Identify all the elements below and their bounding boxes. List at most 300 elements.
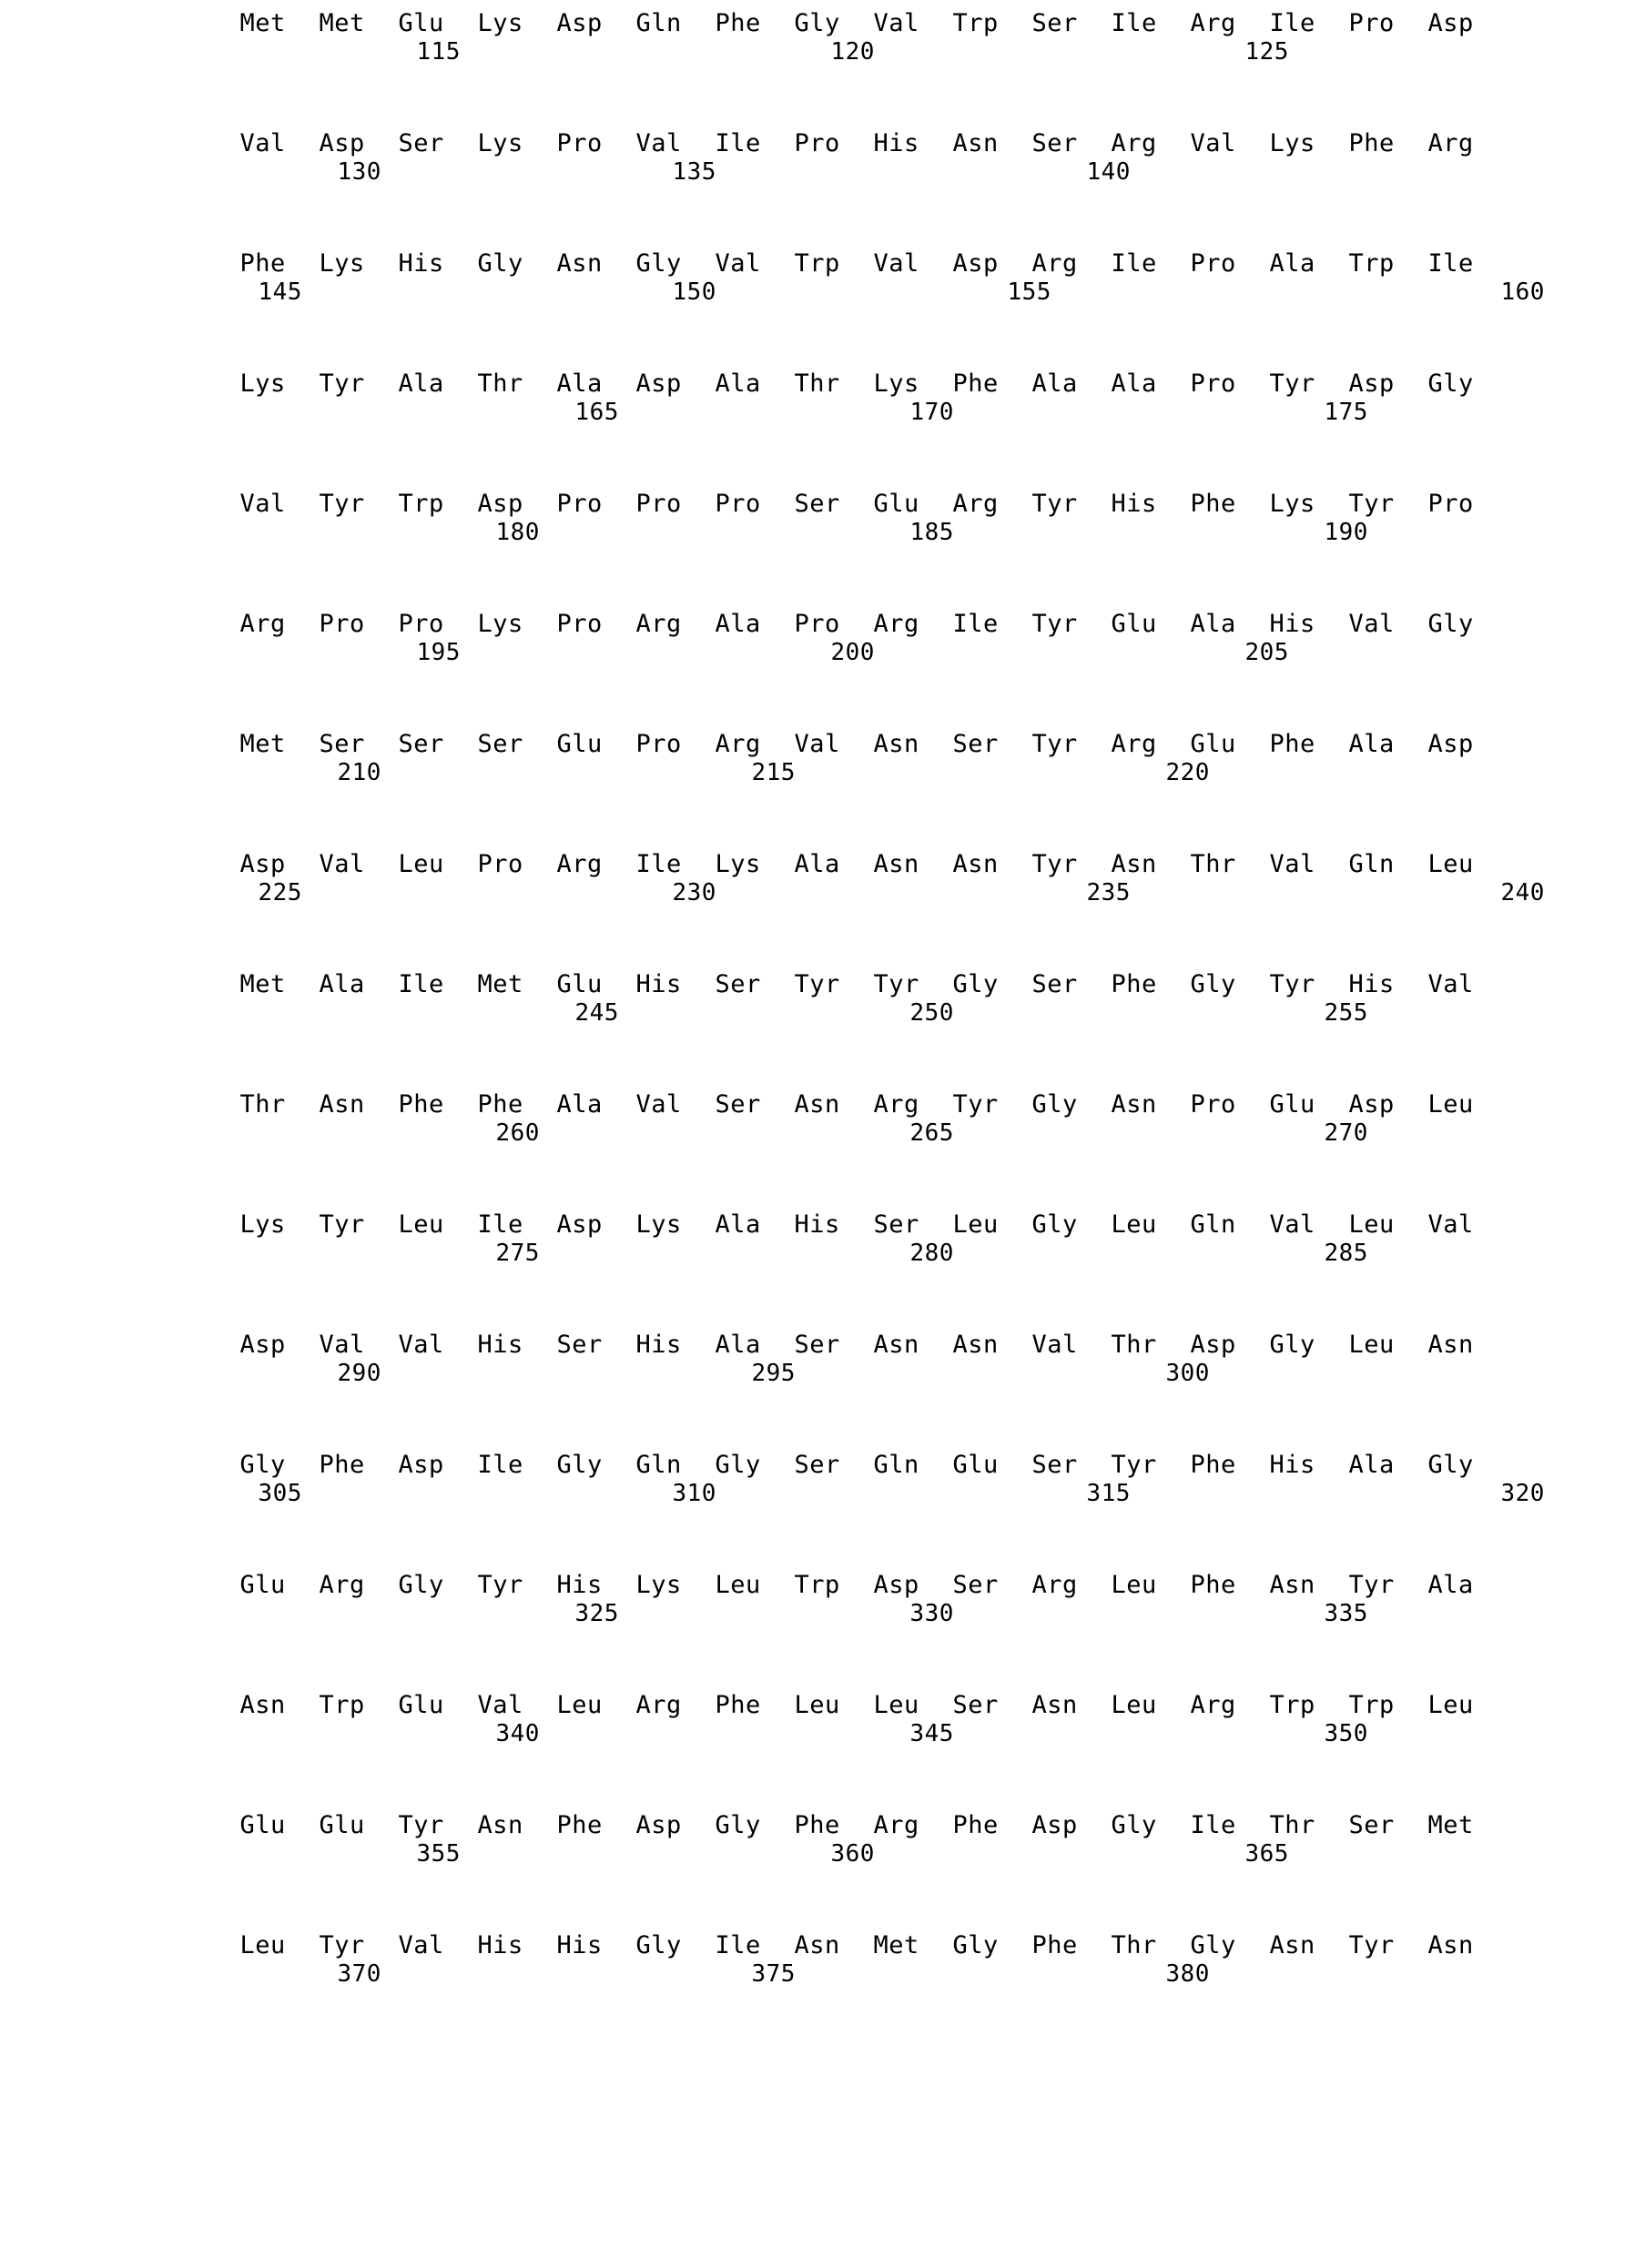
residue-cell: Asp: [1348, 1090, 1395, 1119]
residue-cell: Val: [794, 730, 840, 758]
residue-cell: Asn: [319, 1090, 365, 1119]
residue-row: [240, 730, 1488, 759]
residue-cell: Phe: [1031, 1931, 1078, 1959]
residue-number: 210: [337, 759, 381, 786]
residue-number: 140: [1086, 158, 1131, 186]
residue-number-row: [240, 1119, 1488, 1147]
residue-cell: Ser: [952, 1571, 999, 1599]
sequence-line: [240, 129, 1488, 186]
residue-cell: Ile: [1111, 249, 1157, 278]
residue-cell: Arg: [873, 610, 919, 638]
residue-cell: Leu: [952, 1210, 999, 1239]
residue-row: [240, 9, 1488, 38]
sequence-line: [240, 1691, 1488, 1747]
residue-cell: Lys: [477, 129, 523, 157]
residue-number: 375: [751, 1960, 796, 1988]
residue-cell: Gln: [635, 1451, 682, 1479]
residue-number-row: [240, 399, 1488, 426]
residue-number: 325: [574, 1600, 619, 1627]
residue-cell: Val: [398, 1931, 444, 1959]
residue-number: 230: [672, 879, 716, 906]
residue-cell: Leu: [1427, 1691, 1474, 1719]
residue-row: [240, 1331, 1488, 1360]
residue-cell: Arg: [1427, 129, 1474, 157]
residue-cell: Met: [319, 9, 365, 37]
residue-cell: Leu: [1111, 1571, 1157, 1599]
residue-cell: Ser: [1031, 970, 1078, 998]
residue-cell: Glu: [556, 730, 603, 758]
residue-number-row: [240, 1960, 1488, 1988]
residue-cell: Asn: [952, 1331, 999, 1359]
residue-cell: Tyr: [319, 1210, 365, 1239]
residue-number: 195: [416, 639, 461, 666]
residue-cell: Glu: [398, 9, 444, 37]
residue-number: 315: [1086, 1480, 1131, 1507]
residue-cell: His: [1111, 490, 1157, 518]
residue-cell: Ser: [952, 1691, 999, 1719]
residue-number: 250: [909, 999, 954, 1027]
residue-cell: Phe: [477, 1090, 523, 1119]
residue-cell: Pro: [398, 610, 444, 638]
residue-cell: Ser: [794, 1451, 840, 1479]
residue-cell: Ser: [477, 730, 523, 758]
residue-number: 290: [337, 1360, 381, 1387]
residue-cell: Tyr: [794, 970, 840, 998]
residue-cell: Ile: [1190, 1811, 1236, 1839]
residue-cell: Ile: [477, 1210, 523, 1239]
residue-cell: Ala: [398, 370, 444, 398]
residue-cell: Phe: [1269, 730, 1315, 758]
sequence-line: [240, 370, 1488, 426]
residue-cell: His: [477, 1931, 523, 1959]
residue-cell: Arg: [1111, 730, 1157, 758]
residue-cell: Tyr: [319, 490, 365, 518]
residue-cell: Met: [239, 730, 286, 758]
residue-cell: Arg: [1031, 249, 1078, 278]
residue-cell: Val: [398, 1331, 444, 1359]
residue-cell: Asp: [398, 1451, 444, 1479]
residue-cell: Gly: [1190, 1931, 1236, 1959]
sequence-line: [239, 249, 1545, 306]
residue-cell: Val: [1348, 610, 1395, 638]
residue-cell: Gly: [1111, 1811, 1157, 1839]
residue-cell: Gly: [952, 970, 999, 998]
residue-cell: Pro: [477, 850, 523, 878]
residue-cell: Asn: [1031, 1691, 1078, 1719]
residue-cell: Ile: [398, 970, 444, 998]
residue-cell: Val: [1190, 129, 1236, 157]
residue-cell: Val: [635, 129, 682, 157]
residue-cell: Leu: [1111, 1691, 1157, 1719]
residue-number: 245: [574, 999, 619, 1027]
residue-cell: Asn: [1427, 1331, 1474, 1359]
residue-row: [240, 1571, 1488, 1600]
residue-cell: Thr: [1111, 1331, 1157, 1359]
residue-row: [240, 1090, 1488, 1119]
residue-cell: Pro: [635, 490, 682, 518]
residue-number: 265: [909, 1119, 954, 1147]
residue-cell: Pro: [1190, 249, 1236, 278]
residue-cell: Arg: [1190, 9, 1236, 37]
residue-number: 155: [1007, 278, 1051, 306]
residue-row: [240, 129, 1488, 158]
residue-cell: Pro: [1190, 370, 1236, 398]
residue-number: 205: [1244, 639, 1289, 666]
residue-cell: Ser: [556, 1331, 603, 1359]
residue-cell: Tyr: [398, 1811, 444, 1839]
residue-number-row: [240, 38, 1488, 66]
residue-cell: Phe: [715, 1691, 761, 1719]
residue-number: 215: [751, 759, 796, 786]
sequence-line: [240, 1090, 1488, 1147]
residue-number: 340: [495, 1720, 540, 1747]
residue-cell: Asp: [1190, 1331, 1236, 1359]
residue-cell: Pro: [794, 129, 840, 157]
residue-number: 345: [909, 1720, 954, 1747]
residue-number: 190: [1324, 519, 1368, 546]
residue-cell: Val: [319, 850, 365, 878]
residue-cell: Leu: [715, 1571, 761, 1599]
residue-number-row: [240, 519, 1488, 546]
residue-cell: Tyr: [319, 1931, 365, 1959]
residue-cell: Leu: [1427, 850, 1474, 878]
residue-cell: Asn: [1269, 1931, 1315, 1959]
residue-cell: Gly: [635, 1931, 682, 1959]
residue-cell: Arg: [1190, 1691, 1236, 1719]
residue-cell: Arg: [873, 1090, 919, 1119]
residue-cell: Pro: [556, 490, 603, 518]
residue-cell: Leu: [1427, 1090, 1474, 1119]
residue-cell: Lys: [635, 1571, 682, 1599]
residue-cell: Gln: [635, 9, 682, 37]
residue-cell: Trp: [1269, 1691, 1315, 1719]
residue-number: 255: [1324, 999, 1368, 1027]
residue-cell: Tyr: [1031, 490, 1078, 518]
residue-number: 120: [830, 38, 875, 66]
residue-cell: Gly: [1427, 610, 1474, 638]
residue-number: 335: [1324, 1600, 1368, 1627]
residue-cell: Asn: [1427, 1931, 1474, 1959]
residue-cell: Glu: [239, 1571, 286, 1599]
residue-number: 180: [495, 519, 540, 546]
residue-cell: Phe: [715, 9, 761, 37]
residue-number: 365: [1244, 1840, 1289, 1868]
residue-cell: Glu: [398, 1691, 444, 1719]
sequence-line: [240, 1931, 1488, 1988]
residue-cell: Leu: [556, 1691, 603, 1719]
residue-cell: Asn: [1111, 850, 1157, 878]
residue-cell: Pro: [1190, 1090, 1236, 1119]
residue-cell: Ile: [477, 1451, 523, 1479]
sequence-line: [240, 1210, 1488, 1267]
residue-cell: Thr: [239, 1090, 286, 1119]
residue-cell: Ile: [1269, 9, 1315, 37]
residue-number: 125: [1244, 38, 1289, 66]
residue-cell: Ala: [319, 970, 365, 998]
residue-cell: Gly: [794, 9, 840, 37]
residue-cell: Asn: [873, 730, 919, 758]
sequence-line: [240, 9, 1488, 66]
sequence-line: [240, 1331, 1488, 1387]
residue-number: 225: [258, 879, 302, 906]
residue-cell: Phe: [1111, 970, 1157, 998]
residue-cell: Tyr: [1348, 1931, 1395, 1959]
sequence-line: [240, 1811, 1488, 1868]
residue-cell: Asp: [319, 129, 365, 157]
residue-number: 185: [909, 519, 954, 546]
residue-cell: Glu: [1269, 1090, 1315, 1119]
residue-cell: Met: [1427, 1811, 1474, 1839]
residue-cell: Asp: [1427, 9, 1474, 37]
residue-cell: Pro: [1427, 490, 1474, 518]
residue-cell: Ser: [952, 730, 999, 758]
residue-cell: Asn: [794, 1090, 840, 1119]
residue-number: 220: [1165, 759, 1210, 786]
sequence-line: [240, 1571, 1488, 1627]
residue-cell: Lys: [477, 9, 523, 37]
residue-cell: Glu: [319, 1811, 365, 1839]
residue-row: [240, 1691, 1488, 1720]
residue-number: 115: [416, 38, 461, 66]
residue-cell: Trp: [794, 249, 840, 278]
residue-cell: Ala: [556, 1090, 603, 1119]
residue-cell: Asn: [239, 1691, 286, 1719]
residue-cell: His: [1269, 1451, 1315, 1479]
residue-cell: Arg: [239, 610, 286, 638]
residue-number: 370: [337, 1960, 381, 1988]
residue-cell: Phe: [1190, 1571, 1236, 1599]
residue-cell: Gly: [1427, 370, 1474, 398]
residue-cell: Ile: [715, 1931, 761, 1959]
residue-cell: Thr: [1190, 850, 1236, 878]
residue-number-row: [240, 1240, 1488, 1267]
residue-cell: Asp: [1031, 1811, 1078, 1839]
residue-cell: Ser: [319, 730, 365, 758]
residue-cell: Gly: [239, 1451, 286, 1479]
residue-cell: Leu: [1348, 1331, 1395, 1359]
residue-cell: Leu: [1111, 1210, 1157, 1239]
residue-cell: Phe: [952, 370, 999, 398]
residue-number: 175: [1324, 399, 1368, 426]
sequence-line: [240, 970, 1488, 1027]
residue-cell: Asn: [1111, 1090, 1157, 1119]
residue-cell: Val: [1269, 850, 1315, 878]
residue-cell: Val: [1031, 1331, 1078, 1359]
residue-cell: Trp: [1348, 249, 1395, 278]
residue-cell: Lys: [1269, 490, 1315, 518]
residue-cell: Tyr: [1031, 610, 1078, 638]
residue-cell: Ala: [715, 610, 761, 638]
residue-cell: Asn: [873, 1331, 919, 1359]
residue-cell: Ala: [715, 370, 761, 398]
residue-cell: Val: [1427, 1210, 1474, 1239]
residue-cell: Glu: [1111, 610, 1157, 638]
residue-cell: Gly: [635, 249, 682, 278]
residue-cell: Phe: [1348, 129, 1395, 157]
residue-cell: Ser: [1348, 1811, 1395, 1839]
residue-cell: Ala: [1190, 610, 1236, 638]
residue-cell: Thr: [1269, 1811, 1315, 1839]
residue-cell: His: [873, 129, 919, 157]
residue-cell: Glu: [556, 970, 603, 998]
residue-cell: Asn: [952, 129, 999, 157]
residue-cell: Tyr: [1269, 370, 1315, 398]
residue-cell: Ala: [715, 1210, 761, 1239]
residue-cell: Glu: [952, 1451, 999, 1479]
residue-cell: Ser: [715, 1090, 761, 1119]
residue-cell: Tyr: [873, 970, 919, 998]
residue-cell: Asn: [556, 249, 603, 278]
residue-number: 135: [672, 158, 716, 186]
residue-cell: Thr: [1111, 1931, 1157, 1959]
residue-cell: Met: [239, 970, 286, 998]
residue-cell: Glu: [1190, 730, 1236, 758]
residue-number: 200: [830, 639, 875, 666]
residue-cell: Arg: [556, 850, 603, 878]
residue-cell: Arg: [635, 610, 682, 638]
residue-cell: His: [635, 970, 682, 998]
residue-row: [240, 970, 1488, 999]
residue-row: [240, 370, 1488, 399]
residue-cell: Arg: [952, 490, 999, 518]
residue-cell: Ser: [398, 730, 444, 758]
residue-number-row: [240, 1720, 1488, 1747]
residue-number: 270: [1324, 1119, 1368, 1147]
residue-cell: Thr: [794, 370, 840, 398]
residue-cell: Met: [873, 1931, 919, 1959]
residue-cell: Val: [477, 1691, 523, 1719]
residue-cell: Arg: [1031, 1571, 1078, 1599]
residue-cell: Gly: [556, 1451, 603, 1479]
residue-cell: Ala: [1427, 1571, 1474, 1599]
residue-row: [240, 610, 1488, 639]
residue-cell: Ala: [1269, 249, 1315, 278]
residue-cell: His: [556, 1571, 603, 1599]
residue-number: 355: [416, 1840, 461, 1868]
residue-number: 170: [909, 399, 954, 426]
residue-number: 260: [495, 1119, 540, 1147]
residue-cell: Glu: [239, 1811, 286, 1839]
residue-cell: Leu: [873, 1691, 919, 1719]
residue-cell: Gly: [398, 1571, 444, 1599]
residue-cell: Val: [319, 1331, 365, 1359]
residue-cell: Tyr: [1348, 490, 1395, 518]
residue-row: [240, 249, 1488, 278]
residue-number: 160: [1500, 278, 1545, 306]
residue-cell: Phe: [239, 249, 286, 278]
residue-cell: Arg: [715, 730, 761, 758]
residue-number: 300: [1165, 1360, 1210, 1387]
residue-number: 280: [909, 1240, 954, 1267]
residue-number: 305: [258, 1480, 302, 1507]
residue-cell: Ile: [635, 850, 682, 878]
residue-cell: Phe: [952, 1811, 999, 1839]
residue-cell: Val: [239, 129, 286, 157]
residue-cell: Gly: [1031, 1090, 1078, 1119]
residue-cell: Asp: [952, 249, 999, 278]
residue-cell: Arg: [1111, 129, 1157, 157]
residue-cell: Phe: [1190, 490, 1236, 518]
residue-cell: Gly: [952, 1931, 999, 1959]
residue-cell: Gln: [1348, 850, 1395, 878]
residue-cell: Asp: [635, 370, 682, 398]
residue-cell: Ala: [794, 850, 840, 878]
residue-cell: Val: [239, 490, 286, 518]
residue-cell: Leu: [239, 1931, 286, 1959]
residue-cell: Phe: [398, 1090, 444, 1119]
sequence-line: [240, 610, 1488, 666]
residue-cell: Arg: [873, 1811, 919, 1839]
residue-cell: Lys: [319, 249, 365, 278]
residue-cell: Phe: [556, 1811, 603, 1839]
residue-cell: Ile: [1111, 9, 1157, 37]
residue-cell: Pro: [556, 129, 603, 157]
residue-cell: Asp: [239, 1331, 286, 1359]
residue-cell: Tyr: [1348, 1571, 1395, 1599]
residue-cell: Ile: [1427, 249, 1474, 278]
residue-cell: Ala: [1031, 370, 1078, 398]
residue-cell: Ala: [556, 370, 603, 398]
residue-cell: Ala: [1111, 370, 1157, 398]
residue-number: 240: [1500, 879, 1545, 906]
residue-cell: Ser: [794, 490, 840, 518]
residue-cell: Gly: [1031, 1210, 1078, 1239]
residue-number-row: [240, 278, 1545, 306]
residue-row: [240, 1811, 1488, 1840]
residue-cell: Leu: [794, 1691, 840, 1719]
residue-cell: Trp: [398, 490, 444, 518]
residue-number: 145: [258, 278, 302, 306]
residue-cell: Thr: [477, 370, 523, 398]
residue-cell: His: [477, 1331, 523, 1359]
residue-cell: Gly: [1190, 970, 1236, 998]
residue-cell: Asp: [635, 1811, 682, 1839]
residue-cell: Val: [873, 9, 919, 37]
residue-number-row: [240, 999, 1488, 1027]
residue-cell: Gln: [873, 1451, 919, 1479]
residue-cell: Asn: [1269, 1571, 1315, 1599]
residue-cell: Pro: [1348, 9, 1395, 37]
residue-cell: Asp: [556, 9, 603, 37]
residue-cell: Asn: [477, 1811, 523, 1839]
residue-cell: Val: [1269, 1210, 1315, 1239]
residue-cell: Tyr: [1031, 730, 1078, 758]
residue-cell: Trp: [1348, 1691, 1395, 1719]
residue-number-row: [240, 1840, 1488, 1868]
residue-cell: Asp: [1348, 370, 1395, 398]
residue-cell: Lys: [635, 1210, 682, 1239]
residue-cell: Tyr: [477, 1571, 523, 1599]
residue-number-row: [240, 639, 1488, 666]
residue-cell: Gly: [715, 1451, 761, 1479]
residue-cell: Asn: [873, 850, 919, 878]
residue-cell: Val: [1427, 970, 1474, 998]
residue-cell: Asn: [952, 850, 999, 878]
residue-row: [240, 1931, 1488, 1960]
residue-number: 320: [1500, 1480, 1545, 1507]
residue-cell: Met: [477, 970, 523, 998]
residue-number: 310: [672, 1480, 716, 1507]
sequence-line: [240, 490, 1488, 546]
residue-cell: Ala: [1348, 730, 1395, 758]
residue-row: [240, 1210, 1488, 1240]
sequence-listing: [158, 9, 1545, 1988]
residue-number: 130: [337, 158, 381, 186]
residue-number: 275: [495, 1240, 540, 1267]
residue-cell: Pro: [635, 730, 682, 758]
residue-number-row: [240, 158, 1488, 186]
residue-row: [240, 850, 1488, 879]
